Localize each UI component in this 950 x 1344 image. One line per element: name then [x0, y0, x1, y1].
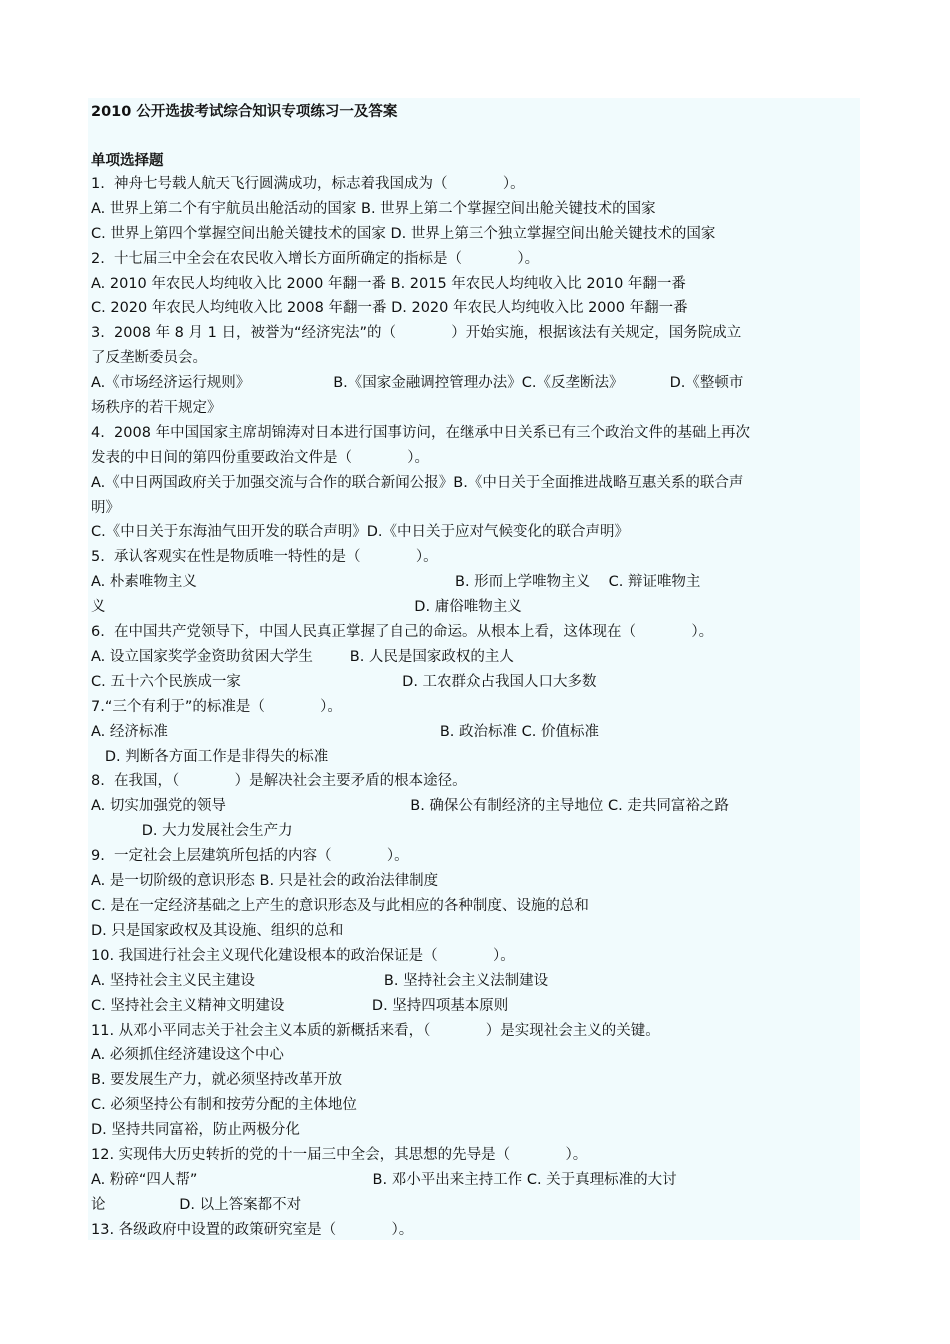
text-line: A.《市场经济运行规则》 B.《国家金融调控管理办法》C.《反垄断法》 D.《整顿市: [91, 375, 744, 391]
text-line: A. 设立国家奖学金资助贫困大学生 B. 人民是国家政权的主人: [91, 649, 514, 665]
text-line: C. 世界上第四个掌握空间出舱关键技术的国家 D. 世界上第三个独立掌握空间出舱关键技术的国家: [91, 226, 716, 242]
document-title: 2010 公开选拔考试综合知识专项练习一及答案: [91, 104, 398, 120]
text-line: 明》: [91, 500, 120, 516]
section-heading: 单项选择题: [91, 153, 164, 169]
text-line: 4. 2008 年中国国家主席胡锦涛对日本进行国事访问，在继承中日关系已有三个政治文件的基础上再次: [91, 425, 751, 441]
text-line: B. 要发展生产力，就必须坚持改革开放: [91, 1072, 343, 1088]
text-line: C. 是在一定经济基础之上产生的意识形态及与此相应的各种制度、设施的总和: [91, 898, 589, 914]
text-line: C. 必须坚持公有制和按劳分配的主体地位: [91, 1097, 357, 1113]
text-line: 5. 承认客观实在性是物质唯一特性的是（ ）。: [91, 549, 438, 565]
text-line: A. 朴素唯物主义 B. 形而上学唯物主义 C. 辩证唯物主: [91, 574, 701, 590]
text-line: D. 判断各方面工作是非得失的标准: [91, 749, 329, 765]
document-page: [88, 98, 860, 1240]
text-line: D. 只是国家政权及其设施、组织的总和: [91, 923, 344, 939]
text-line: A. 坚持社会主义民主建设 B. 坚持社会主义法制建设: [91, 973, 549, 989]
text-line: A. 切实加强党的领导 B. 确保公有制经济的主导地位 C. 走共同富裕之路: [91, 798, 729, 814]
text-line: C. 坚持社会主义精神文明建设 D. 坚持四项基本原则: [91, 998, 509, 1014]
text-line: D. 大力发展社会生产力: [91, 823, 293, 839]
text-line: C. 五十六个民族成一家 D. 工农群众占我国人口大多数: [91, 674, 597, 690]
text-line: 1. 神舟七号载人航天飞行圆满成功，标志着我国成为（ ）。: [91, 176, 525, 192]
text-line: 义 D. 庸俗唯物主义: [91, 599, 522, 615]
text-line: 11. 从邓小平同志关于社会主义本质的新概括来看，（ ）是实现社会主义的关键。: [91, 1023, 660, 1039]
text-line: A. 是一切阶级的意识形态 B. 只是社会的政治法律制度: [91, 873, 439, 889]
text-line: 10. 我国进行社会主义现代化建设根本的政治保证是（ ）。: [91, 948, 515, 964]
text-line: 3. 2008 年 8 月 1 日，被誉为“经济宪法”的（ ）开始实施，根据该法有关规定，国务院成立: [91, 325, 742, 341]
text-line: C.《中日关于东海油气田开发的联合声明》D.《中日关于应对气候变化的联合声明》: [91, 524, 630, 540]
text-line: 2. 十七届三中全会在农民收入增长方面所确定的指标是（ ）。: [91, 251, 540, 267]
text-line: 了反垄断委员会。: [91, 350, 207, 366]
text-line: 9. 一定社会上层建筑所包括的内容（ ）。: [91, 848, 409, 864]
text-line: 6. 在中国共产党领导下，中国人民真正掌握了自己的命运。从根本上看，这体现在（ ）。: [91, 624, 714, 640]
text-line: A. 2010 年农民人均纯收入比 2000 年翻一番 B. 2015 年农民人均纯收入比 2010 年翻一番: [91, 276, 686, 292]
text-line: A. 必须抓住经济建设这个中心: [91, 1047, 284, 1063]
text-line: D. 坚持共同富裕，防止两极分化: [91, 1122, 300, 1138]
text-line: A. 经济标准 B. 政治标准 C. 价值标准: [91, 724, 599, 740]
text-line: 场秩序的若干规定》: [91, 400, 222, 416]
text-line: 13. 各级政府中设置的政策研究室是（ ）。: [91, 1222, 414, 1238]
text-line: 论 D. 以上答案都不对: [91, 1197, 302, 1213]
text-line: C. 2020 年农民人均纯收入比 2008 年翻一番 D. 2020 年农民人均纯收入比 2000 年翻一番: [91, 300, 688, 316]
text-line: 7.“三个有利于”的标准是（ ）。: [91, 699, 342, 715]
text-line: 8. 在我国，（ ）是解决社会主要矛盾的根本途径。: [91, 773, 467, 789]
text-line: A. 粉碎“四人帮” B. 邓小平出来主持工作 C. 关于真理标准的大讨: [91, 1172, 677, 1188]
text-line: 12. 实现伟大历史转折的党的十一届三中全会，其思想的先导是（ ）。: [91, 1147, 588, 1163]
text-line: 发表的中日间的第四份重要政治文件是（ ）。: [91, 450, 430, 466]
text-line: A. 世界上第二个有宇航员出舱活动的国家 B. 世界上第二个掌握空间出舱关键技术的国家: [91, 201, 656, 217]
text-line: A.《中日两国政府关于加强交流与合作的联合新闻公报》B.《中日关于全面推进战略互惠关系的联合声: [91, 475, 744, 491]
